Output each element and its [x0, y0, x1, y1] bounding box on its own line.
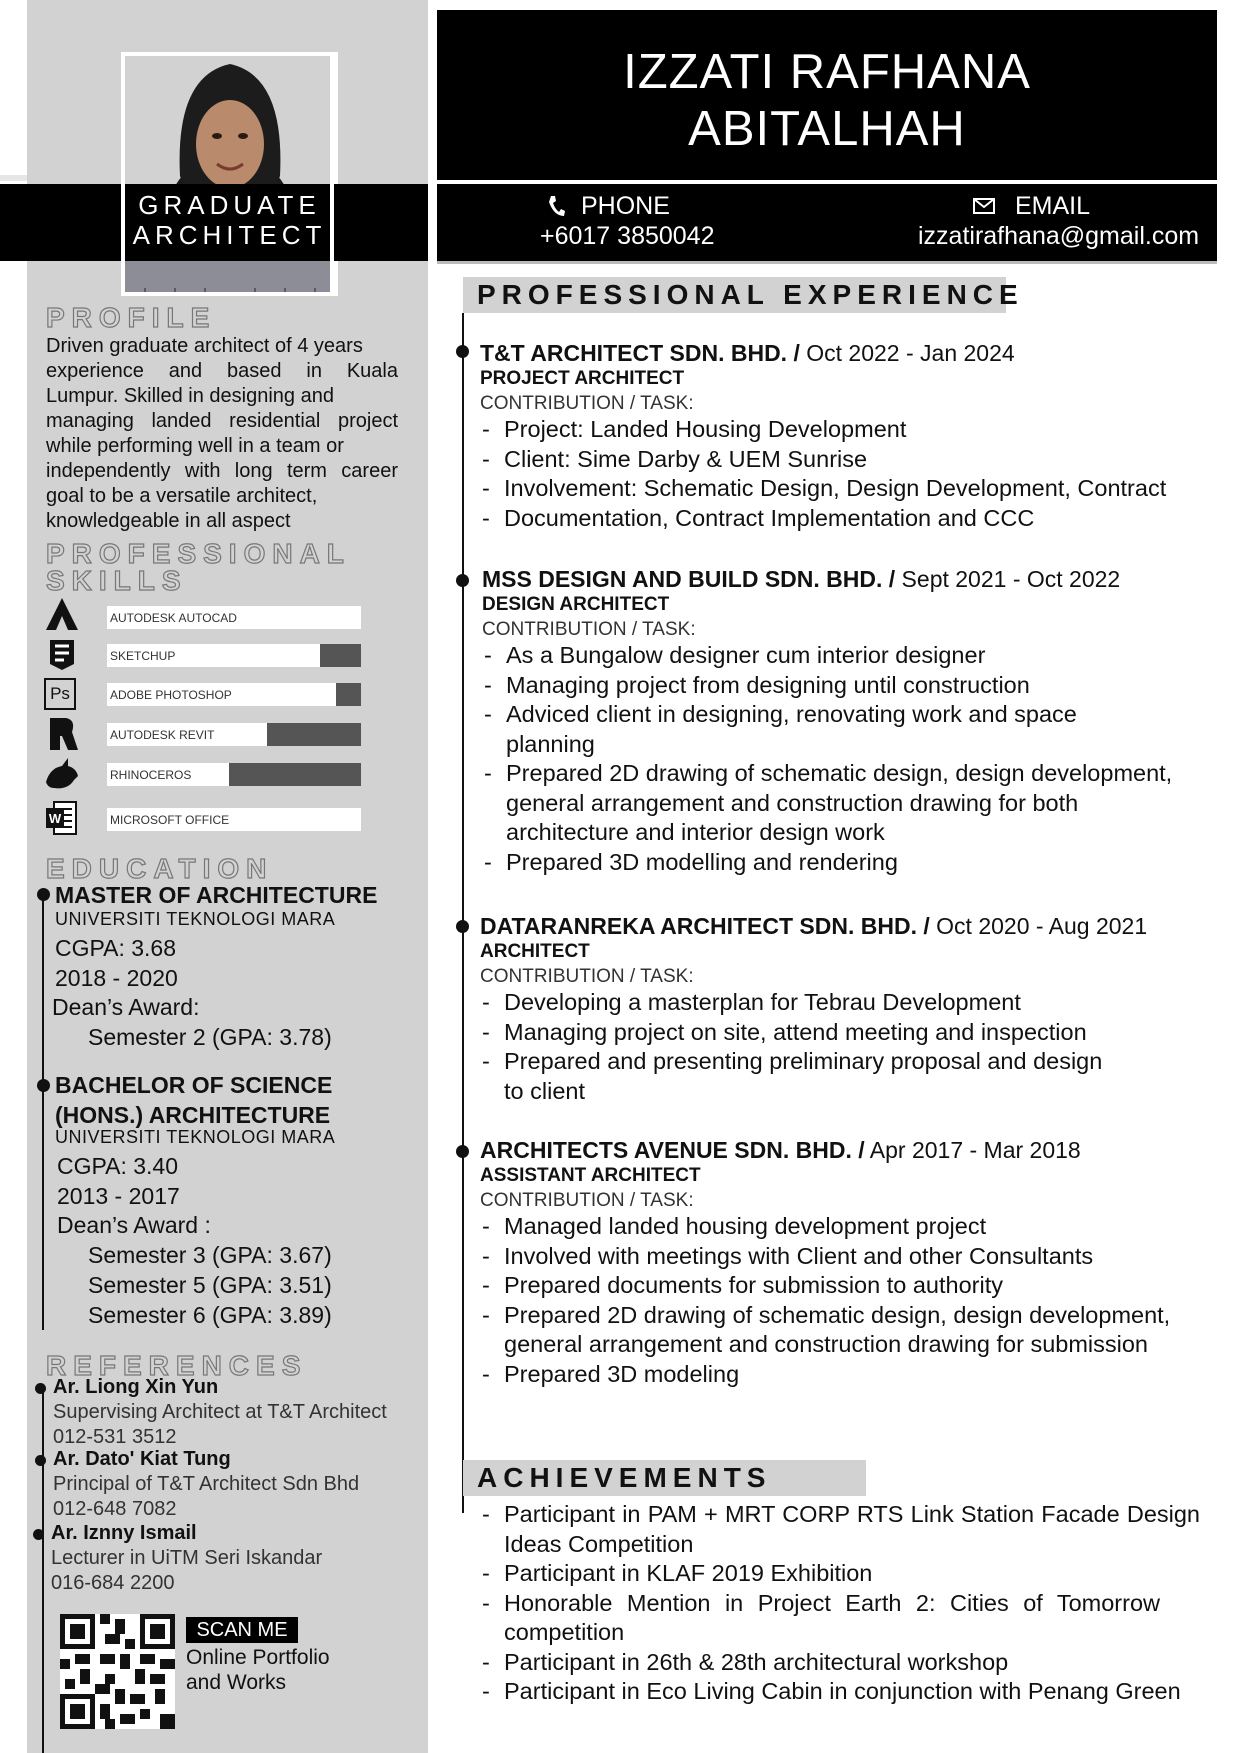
education-timeline: [42, 895, 44, 1330]
revit-icon: [44, 716, 80, 752]
bachelor-degree: [55, 1070, 332, 1130]
role-line-2: ARCHITECT: [132, 220, 327, 250]
job-task: - As a Bungalow designer cum interior designer: [482, 641, 1182, 671]
job-role: DESIGN ARCHITECT: [482, 594, 670, 615]
job-task: - Involvement: Schematic Design, Design Development, Contract: [480, 474, 1220, 504]
job-contribution-label: CONTRIBUTION / TASK:: [480, 966, 694, 987]
timeline-dot: [33, 1529, 44, 1540]
svg-text:W: W: [48, 811, 62, 826]
job-role: PROJECT ARCHITECT: [480, 368, 685, 389]
skills-title: [46, 540, 351, 594]
bachelor-degree-line-1: BACHELOR OF SCIENCE: [55, 1072, 333, 1098]
job-contribution-label: CONTRIBUTION / TASK:: [480, 393, 694, 414]
job-task-list: [480, 988, 1180, 1106]
reference-name: Ar. Iznny Ismail: [51, 1522, 197, 1544]
profile-line: independently with long term career: [46, 460, 398, 482]
photo-bottom-strip: [125, 261, 330, 288]
job-dates: Oct 2020 - Aug 2021: [929, 913, 1148, 939]
sketchup-icon: [44, 636, 80, 672]
achievement-item: - Participant in Eco Living Cabin in conjunction with Penang Green: [480, 1677, 1200, 1707]
bachelor-degree-line-2: (HONS.) ARCHITECTURE: [55, 1102, 331, 1128]
reference-phone[interactable]: 012-531 3512: [53, 1426, 177, 1448]
job-dates: Sept 2021 - Oct 2022: [895, 566, 1121, 592]
timeline-dot: [456, 1145, 469, 1158]
job-entry: [480, 339, 1220, 533]
skill-bar-sketchup: [107, 644, 361, 667]
timeline-dot: [37, 1079, 50, 1092]
skill-label: AUTODESK AUTOCAD: [110, 611, 237, 625]
skills-title-line-2: SKILLS: [46, 565, 188, 596]
portfolio-caption-line-2: and Works: [186, 1671, 286, 1694]
references-title: REFERENCES: [46, 1350, 308, 1381]
job-company: DATARANREKA ARCHITECT SDN. BHD. /: [480, 913, 930, 939]
reference-name: Ar. Liong Xin Yun: [53, 1376, 219, 1398]
job-task: - Prepared 3D modeling: [480, 1360, 1200, 1390]
skill-bar-office: [107, 808, 361, 831]
bachelor-semester: Semester 6 (GPA: 3.89): [88, 1302, 332, 1328]
timeline-dot: [456, 920, 469, 933]
skill-bar-remaining: [229, 763, 361, 786]
job-task-list: [482, 641, 1182, 877]
name-header: [437, 10, 1217, 180]
masters-award: Dean’s Award:: [52, 994, 200, 1020]
profile-line: managing landed residential project: [46, 410, 398, 432]
job-task: - Involved with meetings with Client and other Consultants: [480, 1242, 1200, 1272]
skill-bar-remaining: [267, 723, 361, 746]
photoshop-icon: Ps: [44, 678, 76, 710]
bachelor-years: 2013 - 2017: [57, 1183, 180, 1209]
job-task: - Managed landed housing development project: [480, 1212, 1200, 1242]
job-role-title: [121, 190, 338, 250]
job-company: T&T ARCHITECT SDN. BHD. /: [480, 340, 800, 366]
masters-semester: Semester 2 (GPA: 3.78): [88, 1024, 332, 1050]
timeline-dot: [37, 888, 50, 901]
profile-line: goal to be a versatile architect,: [46, 485, 318, 507]
education-title: EDUCATION: [46, 853, 274, 884]
profile-line: knowledgeable in all aspect: [46, 510, 291, 532]
job-task: - Prepared documents for submission to authority: [480, 1271, 1200, 1301]
reference-role: Lecturer in UiTM Seri Iskandar: [51, 1547, 323, 1569]
job-task-list: [480, 415, 1220, 533]
profile-line: experience and based in Kuala: [46, 360, 398, 382]
job-role: ASSISTANT ARCHITECT: [480, 1165, 701, 1186]
left-edge-strip: [0, 175, 27, 181]
job-task: - Adviced client in designing, renovating work and space planning: [482, 700, 1182, 759]
bachelor-semester: Semester 3 (GPA: 3.67): [88, 1242, 332, 1268]
email-label: EMAIL: [1015, 192, 1091, 220]
job-task-list: [480, 1212, 1200, 1389]
name-line-1: IZZATI RAFHANA: [623, 45, 1031, 99]
photo-frame-left: [121, 52, 125, 292]
job-role: ARCHITECT: [480, 941, 590, 962]
experience-timeline: [462, 313, 464, 1513]
portfolio-caption-line-1: Online Portfolio: [186, 1646, 330, 1669]
skill-label: RHINOCEROS: [110, 768, 192, 782]
masters-cgpa: CGPA: 3.68: [55, 935, 177, 961]
profile-line: Driven graduate architect of 4 years: [46, 335, 363, 357]
role-line-1: GRADUATE: [138, 190, 321, 220]
profile-line: Lumpur. Skilled in designing and: [46, 385, 334, 407]
job-entry: [480, 912, 1180, 1106]
job-company: ARCHITECTS AVENUE SDN. BHD. /: [480, 1137, 865, 1163]
contact-bar: [437, 184, 1217, 261]
job-entry: [480, 1136, 1200, 1389]
references-timeline: [42, 1385, 44, 1753]
bachelor-semester: Semester 5 (GPA: 3.51): [88, 1272, 332, 1298]
skills-title-line-1: PROFESSIONAL: [46, 538, 351, 569]
job-contribution-label: CONTRIBUTION / TASK:: [480, 1190, 694, 1211]
masters-school: UNIVERSITI TEKNOLOGI MARA: [55, 909, 336, 929]
skill-bar-remaining: [320, 644, 361, 667]
photo-frame-right: [330, 52, 334, 292]
word-icon: [44, 800, 80, 836]
phone-label: PHONE: [581, 192, 670, 220]
timeline-dot: [35, 1383, 46, 1394]
email-address[interactable]: izzatirafhana@gmail.com: [918, 222, 1200, 250]
job-task: - Prepared and presenting preliminary proposal and design to client: [480, 1047, 1180, 1106]
job-task: - Documentation, Contract Implementation and CCC: [480, 504, 1220, 534]
scan-me-badge: SCAN ME: [186, 1617, 298, 1643]
achievements-title: ACHIEVEMENTS: [477, 1462, 772, 1493]
profile-text: [46, 334, 398, 534]
reference-role: Principal of T&T Architect Sdn Bhd: [53, 1473, 360, 1495]
job-header: [480, 1136, 1200, 1164]
job-company: MSS DESIGN AND BUILD SDN. BHD. /: [482, 566, 896, 592]
reference-phone[interactable]: 012-648 7082: [53, 1498, 177, 1520]
job-task: - Prepared 2D drawing of schematic design, design development, general arrangement and construction drawing for both architecture and interior design work: [482, 759, 1182, 848]
skill-bar-photoshop: [107, 683, 361, 706]
job-task: - Project: Landed Housing Development: [480, 415, 1220, 445]
contact-underline: [437, 261, 1217, 264]
job-dates: Oct 2022 - Jan 2024: [799, 340, 1015, 366]
phone-number[interactable]: +6017 3850042: [540, 222, 715, 250]
achievements-section: [480, 1500, 1200, 1707]
profile-line: while performing well in a team or: [46, 435, 344, 457]
email-icon: [973, 198, 995, 214]
skill-label: MICROSOFT OFFICE: [110, 813, 230, 827]
job-entry: [482, 565, 1182, 877]
skill-label: ADOBE PHOTOSHOP: [110, 688, 232, 702]
job-task: - Prepared 2D drawing of schematic design, design development, general arrangement and construction drawing for submission: [480, 1301, 1200, 1360]
skill-bar-remaining: [336, 683, 361, 706]
achievement-item: - Participant in KLAF 2019 Exhibition: [480, 1559, 1200, 1589]
achievement-item: - Participant in 26th & 28th architectural workshop: [480, 1648, 1200, 1678]
achievement-item: - Participant in PAM + MRT CORP RTS Link Station Facade Design Ideas Competition: [480, 1500, 1200, 1559]
skill-label: AUTODESK REVIT: [110, 728, 215, 742]
job-header: [482, 565, 1182, 593]
job-header: [480, 339, 1220, 367]
job-task: - Managing project on site, attend meeting and inspection: [480, 1018, 1180, 1048]
masters-degree: MASTER OF ARCHITECTURE: [55, 882, 378, 908]
bachelor-cgpa: CGPA: 3.40: [57, 1153, 179, 1179]
autocad-icon: [44, 596, 80, 632]
job-task: - Client: Sime Darby & UEM Sunrise: [480, 445, 1220, 475]
rhinoceros-icon: [44, 756, 80, 792]
job-dates: Apr 2017 - Mar 2018: [864, 1137, 1081, 1163]
phone-icon: [546, 194, 566, 218]
timeline-dot: [456, 574, 469, 587]
reference-role: Supervising Architect at T&T Architect: [53, 1401, 387, 1423]
portfolio-caption: [186, 1645, 330, 1695]
bachelor-award: Dean’s Award :: [57, 1212, 211, 1238]
reference-name: Ar. Dato' Kiat Tung: [53, 1448, 231, 1470]
timeline-dot: [456, 345, 469, 358]
timeline-dot: [35, 1455, 46, 1466]
achievement-item: - Honorable Mention in Project Earth 2: Cities of Tomorrow competition: [480, 1589, 1200, 1648]
job-task: - Managing project from designing until construction: [482, 671, 1182, 701]
masters-years: 2018 - 2020: [55, 965, 178, 991]
profile-title: PROFILE: [46, 302, 217, 333]
skill-bar-rhinoceros: [107, 763, 361, 786]
bachelor-school: UNIVERSITI TEKNOLOGI MARA: [55, 1127, 336, 1147]
job-header: [480, 912, 1180, 940]
qr-code[interactable]: [60, 1614, 175, 1729]
skill-bar-revit: [107, 723, 361, 746]
experience-title: PROFESSIONAL EXPERIENCE: [477, 279, 1024, 310]
job-task: - Prepared 3D modelling and rendering: [482, 848, 1182, 878]
skill-bar-autocad: [107, 606, 361, 629]
reference-phone[interactable]: 016-684 2200: [51, 1572, 175, 1594]
job-task: - Developing a masterplan for Tebrau Development: [480, 988, 1180, 1018]
achievements-list: [480, 1500, 1200, 1707]
name-line-2: ABITALHAH: [688, 102, 966, 156]
job-contribution-label: CONTRIBUTION / TASK:: [482, 619, 696, 640]
skill-label: SKETCHUP: [110, 649, 176, 663]
